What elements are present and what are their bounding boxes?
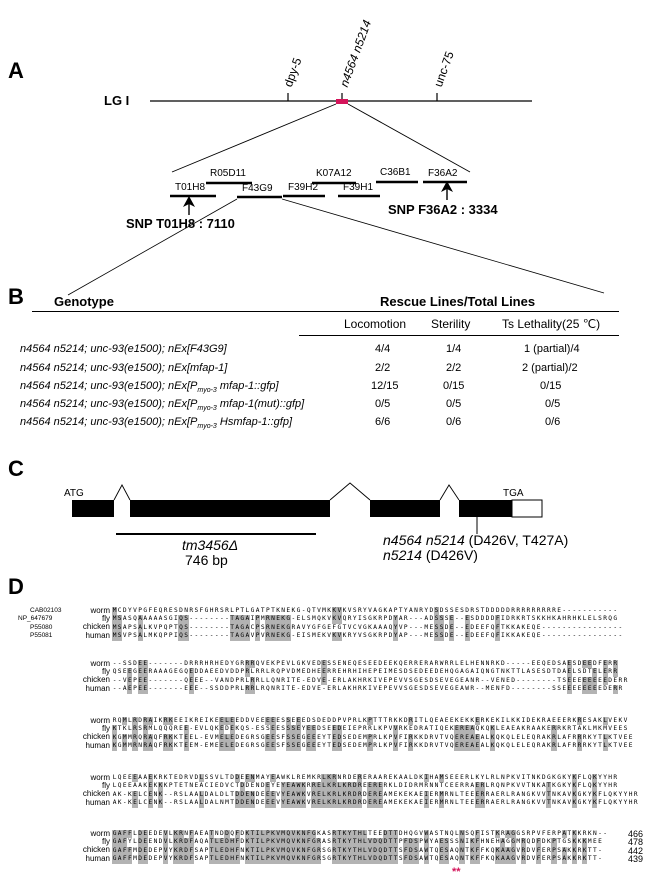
column-header-locomotion: Locomotion <box>344 317 407 331</box>
accession-human: P55081 <box>30 632 53 639</box>
deletion-name: tm3456Δ <box>182 537 239 553</box>
species-label-worm: worm <box>90 828 110 838</box>
genotype-row-5: n4564 n5214; unc-93(e1500); $nEx[P_{myo-3}$ Hsmfap-1::gfp] <box>20 416 293 431</box>
lethality-row-4: 0/5 <box>545 398 561 410</box>
sterility-row-4: 0/5 <box>446 398 462 410</box>
cosmid-label-f43g9: F43G9 <box>242 183 273 194</box>
sequence-row: MSAPSALKVPQPTQS--------TAGACPSRNEKGRAVYGFGEFGTVCVGKAAAQYVP---MESSDE--EDEEFQFTKKAKEQE---------------- <box>112 623 623 631</box>
sequence-end-number: 439 <box>628 854 644 865</box>
locomotion-row-4: 0/5 <box>375 398 391 410</box>
sequence-row: GAFFMDEDEPVYKRDFSAPTLEDHFNKTILPKVMQVKNFGRSGRTKYTHLVDQDTTSFDSAWTQESAQNTKFFKQKAAGVRDVFERPSAKKRKTT- <box>112 855 602 863</box>
zoom-line-left <box>172 104 336 172</box>
species-label-worm: worm <box>90 715 110 725</box>
species-label-worm: worm <box>90 658 110 668</box>
species-label-chicken: chicken <box>82 622 110 632</box>
sequence-row: --AEPEE-------EEE--SSDDPRLRRLRQNRITE-EDVE-ERLAKHRKIVEPEVVSGESDSEVEGEAWR--MENFD--------SSEEEEEEEEDERR <box>112 685 623 693</box>
accession-fly: NP_647679 <box>18 615 53 622</box>
lethality-row-2: 2 (partial)/2 <box>522 362 578 374</box>
cosmid-label-f36a2: F36A2 <box>428 168 458 179</box>
species-label-chicken: chicken <box>82 789 110 799</box>
marker-unc-75: unc-75 <box>431 49 457 89</box>
species-label-chicken: chicken <box>82 845 110 855</box>
sterility-row-3: 0/15 <box>443 380 465 392</box>
species-label-worm: worm <box>90 772 110 782</box>
sequence-row: MSVPSALMKQPPIQS--------TAGAVPVRNEKG-EISMEKVKVKRYVSGKRPDYAP---MESSDE--EDEEFQFIKKAKEQE---------------- <box>112 632 623 640</box>
cosmid-label-c36b1: C36B1 <box>380 167 411 178</box>
sequence-row: MCDYVPGFEQRESDNRSFGHRSRLPTLGATPTKNEKG-QTVMKKVKVSRYVAGKAPTYANRYDSDSSESDRSTDDDDDRRRRRRRRRE----------- <box>112 607 618 614</box>
cosmid-label-k07a12: K07A12 <box>316 168 352 179</box>
sterility-row-1: 1/4 <box>446 343 462 355</box>
atg-label: ATG <box>64 488 84 499</box>
allele-2: n5214 (D426V) <box>383 547 478 563</box>
accession-chicken: P55080 <box>30 624 53 631</box>
accession-worm: CAB02103 <box>30 607 62 614</box>
genotype-row-3: n4564 n5214; unc-93(e1500); $nEx[P_{myo-3}$ mfap-1::gfp] <box>20 380 279 395</box>
sequence-row: GAFFLDEEDEVLKRNFAEATNDDQFDKTILPKVMQVKNFGKASRTKYTHLTEEDTTDHQGVWASTNQLNSQFISTKRAGGSRPVFERPATKKRKN-- <box>112 830 607 837</box>
sequence-end-number: 478 <box>628 837 644 848</box>
sterility-row-5: 0/6 <box>446 416 462 428</box>
snp-left-label: SNP T01H8 : 7110 <box>126 216 235 231</box>
intron-1 <box>114 485 130 500</box>
sterility-row-2: 2/2 <box>446 362 462 374</box>
sequence-end-number: 466 <box>628 829 644 839</box>
sequence-row: KGMMRQRAQFRKKTEEL-EVMELEDEGRSGEESFSSEGEEEYTEDSEDEMPRLKPVFIRKKDRVTVQEREAEALKQKQLELEQRAKRLAFRRRKYTLKTVEE <box>112 733 633 741</box>
species-label-human: human <box>85 740 110 750</box>
header-rule-right <box>299 311 619 312</box>
sequence-end-number: 442 <box>628 845 644 856</box>
sequence-row: RQMLRDRAIKRKEEIKREIKEELEEDDVEEEEESSEEEDSDEDDPVPRLKPTTTRKKDRITLQEAEEKEKKERKEKILKKIDEKRAEEERKRESAKLVEKV <box>112 717 628 724</box>
sequence-row: MSASQAAAAASGIQS--------TAGAIPMRNEKG-ELSMQKVKVQRYISGKRPDYAR---ADSSSE--ESDDDDFIDRKRTSKKHKAHRHKLELSRQG <box>112 615 618 623</box>
panel-a-label: A <box>8 58 24 83</box>
utr-3prime <box>512 500 542 517</box>
sequence-row: LQEEAAKEKKKPTETNEACIEDVCTDDENDEYEYEAWKRRELKRLKRDREERERKLDIDRMRNNTCEERRAERLRQNPKVVTNKATKGKYKFLQKYYHR <box>112 782 618 790</box>
lethality-row-1: 1 (partial)/4 <box>524 343 580 355</box>
lg-label: LG I <box>104 93 130 108</box>
species-label-fly: fly <box>102 836 110 846</box>
cosmid-label-f39h1: F39H1 <box>343 182 374 193</box>
marker-dpy-5: dpy-5 <box>281 55 305 89</box>
zoom-line-b-left <box>68 199 237 295</box>
cosmid-label-t01h8: T01H8 <box>175 182 206 193</box>
deletion-size: 746 bp <box>185 552 228 568</box>
sequence-row: --SSDEE-------DRRRHRHEDYGRRRQVEKPEVLGKVEDESSENEQESEEDEEKQERRERARWRRLELHENNRKD-----EEQEDSAESDEEDFERR <box>112 660 618 667</box>
species-label-chicken: chicken <box>82 732 110 742</box>
species-label-fly: fly <box>102 613 110 623</box>
column-header-ts-lethality: Ts Lethality(25 ℃) <box>502 317 601 331</box>
snp-right-label: SNP F36A2 : 3334 <box>388 202 498 217</box>
lethality-row-3: 0/15 <box>540 380 562 392</box>
exon-2 <box>130 500 330 517</box>
species-label-chicken: chicken <box>82 675 110 685</box>
panel-b-label: B <box>8 284 24 309</box>
genotype-header: Genotype <box>54 294 114 309</box>
lethality-row-5: 0/6 <box>545 416 561 428</box>
species-label-fly: fly <box>102 723 110 733</box>
genotype-row-1: n4564 n5214; unc-93(e1500); nEx[F43G9] <box>20 343 227 355</box>
exon-1 <box>72 500 114 517</box>
sequence-row: --VEPEE-------QEEE--VANDPRLRRLLQNRITE-EDVE-ERLAKHRKIVEPEVVSGESDSEVEGEANR--VENED--------TSEEEEEEEEDERR <box>112 676 628 684</box>
intron-2 <box>330 483 370 500</box>
species-label-human: human <box>85 683 110 693</box>
allele-1: n4564 n5214 (D426V, T427A) <box>383 532 569 548</box>
sequence-row: QSEEGEERAAAGEGQEDDAEEDVDDPRLRRLRQPVDMEDHEERREHRHIHEPEIMESDSEDEEDEHQGAGAIQNGTNKTTLASESDTDAELSDTELERR <box>112 668 618 676</box>
marker-n4564-n5214: n4564 n5214 <box>337 18 375 89</box>
species-label-human: human <box>85 797 110 807</box>
mutation-marker: ** <box>452 866 461 878</box>
cosmid-label-f39h2: F39H2 <box>288 182 319 193</box>
cosmid-label-r05d11: R05D11 <box>210 168 246 179</box>
panel-d-label: D <box>8 574 24 599</box>
locomotion-row-2: 2/2 <box>375 362 391 374</box>
sequence-row: KTKLRSRMLQQQREE-EVLQKEDEKQS-ESSEESSSEYEEDSEEDEIEPRRLKPVVRKEDRATIQEKEREAQKQKLEAEAKRAAKERRKRTAKLMKMVEES <box>112 725 628 733</box>
locomotion-row-5: 6/6 <box>375 416 391 428</box>
genotype-row-2: n4564 n5214; unc-93(e1500); nEx[mfap-1] <box>20 362 228 374</box>
genetic-map <box>0 0 658 250</box>
species-label-fly: fly <box>102 666 110 676</box>
sequence-row: KGMMRNRAQFRKKTEEM-EMEELEDEGRSGEESFSSEGEEEYTEDSEDEMPRLKPVFIRKKDRVTVQEREAEALKQKQLELEQRAKRLAFRRRKYTLKTVEE <box>112 742 633 750</box>
column-header-sterility: Sterility <box>431 317 471 331</box>
rescue-header: Rescue Lines/Total Lines <box>380 294 536 309</box>
intron-3 <box>440 485 459 500</box>
sequence-row: AK-KELCENK--RSLAALDALDLTDDENDEEEVYEAWKVRELKRLKRDRDEREAMEKEKAEIERMRNLTEEERRAERLRANGKVVTNKAVKGKYKFLQKYYHR <box>112 790 638 798</box>
sequence-row: GAFYLDEENDVLKRDFAQATLEDHFDKTILPKVMQVKNFGRASRTKYTHLVDQDTTPFDSPWYAESSSNIKFHNEHAGGMRQDFDKPTGSKKKMEE <box>112 838 602 846</box>
zoom-line-right <box>348 104 470 172</box>
tga-label: TGA <box>503 488 524 499</box>
sequence-row: AK-KELCENK--RSLAALDALNMTDDENDEEEVYEAWKVRELKRLKRDRDEREAMEKEKAEIERMRNLTEEERRAERLRANGKVVTNKAVKGKYKFLQKYYHR <box>112 799 638 807</box>
mapping-interval <box>336 99 348 104</box>
species-label-worm: worm <box>90 605 110 615</box>
exon-3 <box>370 500 440 517</box>
column-header-rule <box>299 335 619 336</box>
genotype-row-4: n4564 n5214; unc-93(e1500); $nEx[P_{myo-3}$ mfap-1(mut)::gfp] <box>20 398 305 413</box>
species-label-fly: fly <box>102 780 110 790</box>
panel-c-label: C <box>8 456 24 481</box>
sequence-row: LQEEEAAEKRKTEDRVDLSSVLTDDEENMAYEAWKLREMKRLKRNRDERERAAREKAALDKIHAMSEEERLKYLRLNPKVITNKDGKGKYKFLQKYYHR <box>112 774 618 781</box>
locomotion-row-1: 4/4 <box>375 343 391 355</box>
sequence-row: GAFFMDEDEPVYKRDFSAPTLEDHFNKTILPKVMQVKNFGRSGRTKYTHLVDQDTTSFDSAWTQESAQNTKFFKQKAAGVRDVFERPSAKKRKTT- <box>112 846 602 854</box>
header-rule-left <box>32 311 299 312</box>
species-label-human: human <box>85 853 110 863</box>
exon-4 <box>459 500 512 517</box>
species-label-human: human <box>85 630 110 640</box>
locomotion-row-3: 12/15 <box>371 380 399 392</box>
